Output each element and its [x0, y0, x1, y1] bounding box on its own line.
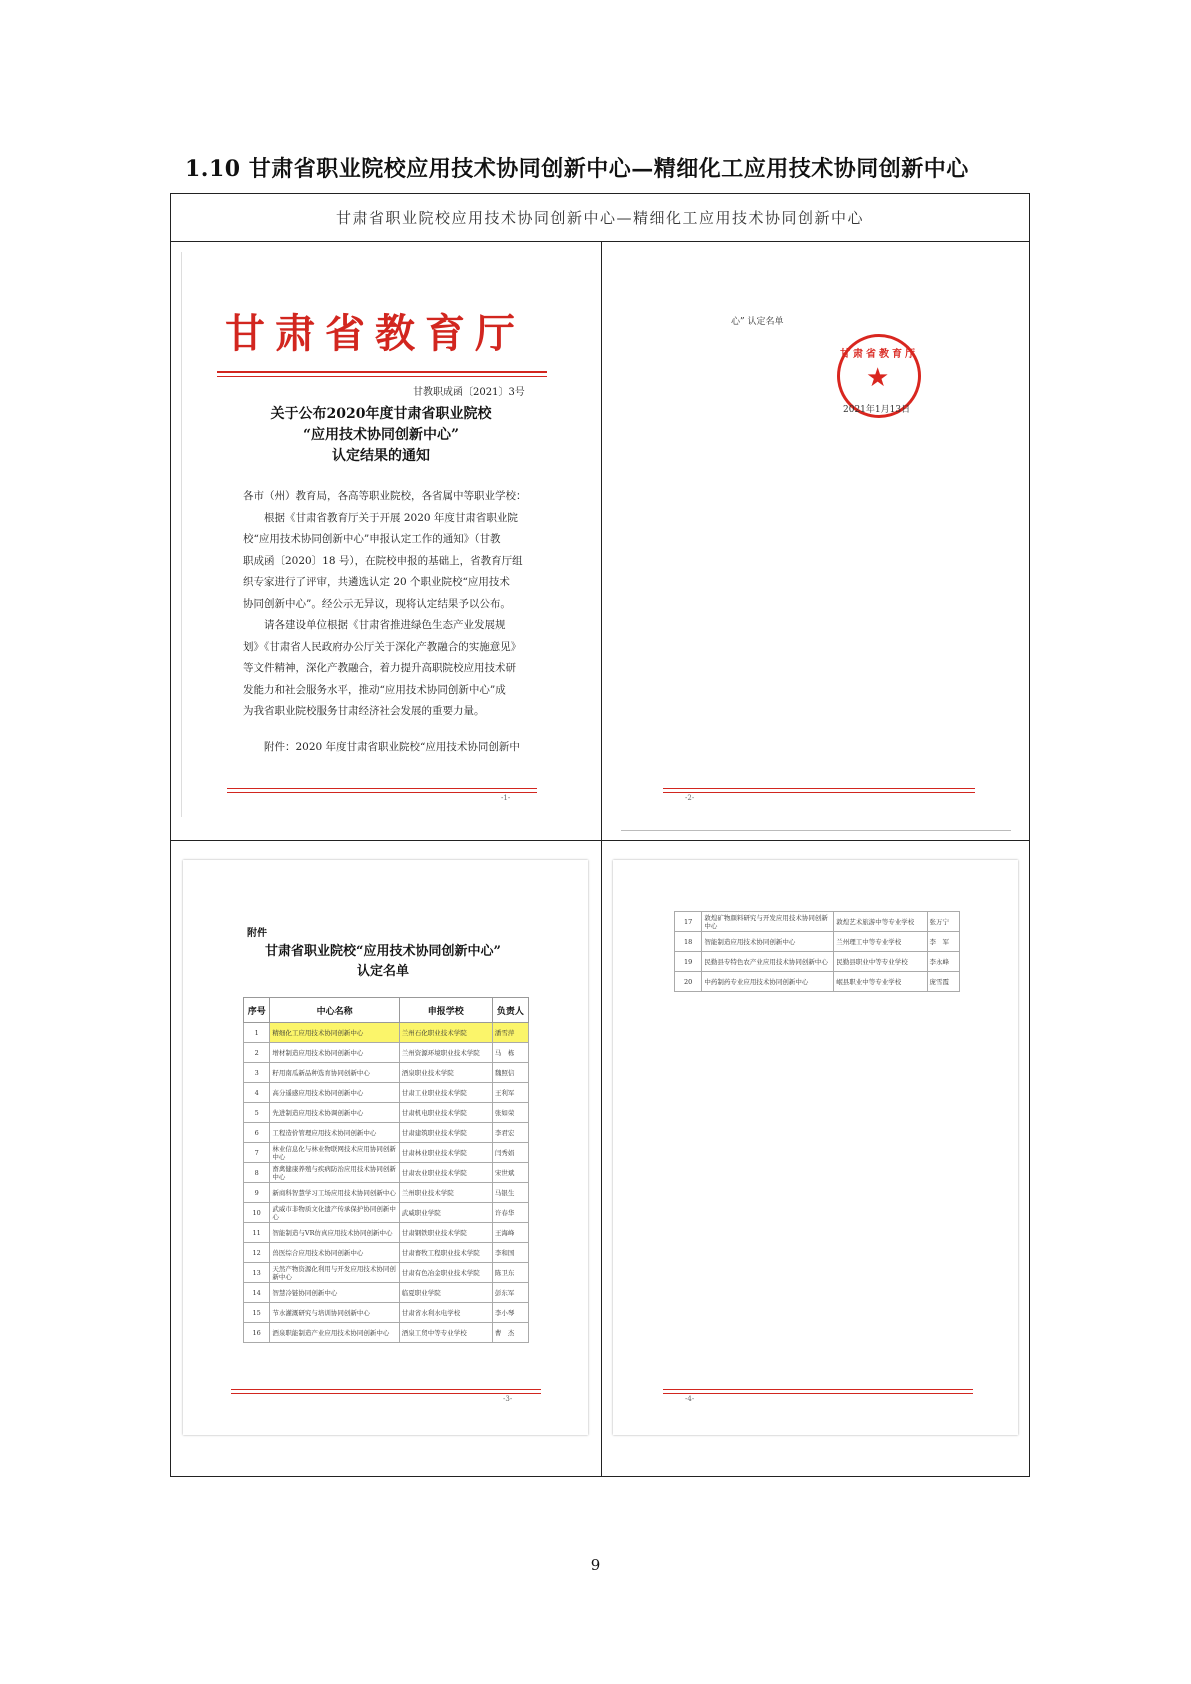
table-row	[244, 1263, 529, 1283]
table-row	[675, 972, 960, 992]
table-row	[244, 1123, 529, 1143]
notice-title: 关于公布2020年度甘肃省职业院校 “应用技术协同创新中心” 认定结果的通知	[270, 406, 492, 464]
center-name: 籽用南瓜新品种选育协同创新中心	[270, 1063, 399, 1083]
page-label: -1-	[501, 794, 511, 802]
row-number: 17	[675, 912, 702, 932]
row-number: 11	[244, 1223, 270, 1243]
table-row	[244, 1323, 529, 1343]
center-name: 增材制造应用技术协同创新中心	[270, 1043, 399, 1063]
person-in-charge: 李永峰	[927, 952, 959, 972]
table-row	[244, 1303, 529, 1323]
section-heading: 1.10 甘肃省职业院校应用技术协同创新中心—精细化工应用技术协同创新中心	[185, 156, 969, 182]
school-name: 甘肃省水利水电学校	[399, 1303, 492, 1323]
person-in-charge: 张如荣	[492, 1103, 528, 1123]
center-name: 林业信息化与林业物联网技术应用协同创新中心	[270, 1143, 399, 1163]
row-number: 10	[244, 1203, 270, 1223]
footer-rule	[663, 788, 975, 789]
person-in-charge: 曹 杰	[492, 1323, 528, 1343]
row-number: 12	[244, 1243, 270, 1263]
school-name: 甘肃钢铁职业技术学院	[399, 1223, 492, 1243]
page-thumbnail-3	[183, 860, 588, 1435]
grid-divider-horizontal	[171, 840, 1029, 841]
page-label: -2-	[685, 794, 695, 802]
row-number: 3	[244, 1063, 270, 1083]
letterhead: 甘肃省教育厅	[225, 310, 525, 357]
table-row	[244, 1183, 529, 1203]
center-name: 先进制造应用技术协调创新中心	[270, 1103, 399, 1123]
column-header: 负责人	[492, 998, 528, 1023]
table-header-row	[244, 998, 529, 1023]
table-row	[244, 1083, 529, 1103]
center-name: 新商科智慧学习工场应用技术协同创新中心	[270, 1183, 399, 1203]
center-name: 智能制造应用技术协同创新中心	[702, 932, 834, 952]
row-number: 9	[244, 1183, 270, 1203]
school-name: 临夏职业学院	[399, 1283, 492, 1303]
column-header: 序号	[244, 998, 270, 1023]
row-number: 4	[244, 1083, 270, 1103]
school-name: 武威职业学院	[399, 1203, 492, 1223]
seal-text: 甘肃省教育厅	[840, 349, 918, 360]
school-name: 酒泉职业技术学院	[399, 1063, 492, 1083]
person-in-charge: 李君宏	[492, 1123, 528, 1143]
star-icon: ★	[866, 363, 890, 393]
school-name: 兰州石化职业技术学院	[399, 1023, 492, 1043]
school-name: 甘肃建筑职业技术学院	[399, 1123, 492, 1143]
page-thumbnail-1	[181, 252, 581, 822]
person-in-charge: 彭东军	[492, 1283, 528, 1303]
person-in-charge: 陈卫东	[492, 1263, 528, 1283]
school-name: 敦煌艺术旅游中等专业学校	[834, 912, 927, 932]
letterhead-rule-thin	[217, 376, 547, 377]
person-in-charge: 马 栋	[492, 1043, 528, 1063]
school-name: 甘肃工业职业技术学院	[399, 1083, 492, 1103]
table-row	[675, 952, 960, 972]
row-number: 8	[244, 1163, 270, 1183]
row-number: 6	[244, 1123, 270, 1143]
page-number: 9	[590, 1556, 601, 1574]
table-row	[244, 1043, 529, 1063]
attachment-label: 附件	[247, 928, 267, 939]
person-in-charge: 宋世斌	[492, 1163, 528, 1183]
school-name: 兰州资源环境职业技术学院	[399, 1043, 492, 1063]
person-in-charge: 闫秀娟	[492, 1143, 528, 1163]
row-number: 14	[244, 1283, 270, 1303]
center-name: 敦煌矿物颜料研究与开发应用技术协同创新中心	[702, 912, 834, 932]
page-thumbnail-4	[613, 860, 1018, 1435]
center-name: 精细化工应用技术协同创新中心	[270, 1023, 399, 1043]
center-name: 高分遥感应用技术协同创新中心	[270, 1083, 399, 1103]
center-name: 兽医综合应用技术协同创新中心	[270, 1243, 399, 1263]
person-in-charge: 潘雪萍	[492, 1023, 528, 1043]
issue-date: 2021年1月13日	[843, 405, 911, 415]
row-number: 19	[675, 952, 702, 972]
roster-table	[243, 997, 529, 1343]
table-row	[244, 1223, 529, 1243]
person-in-charge: 马银生	[492, 1183, 528, 1203]
school-name: 兰州理工中等专业学校	[834, 932, 927, 952]
center-name: 中药制药专业应用技术协同创新中心	[702, 972, 834, 992]
person-in-charge: 王海峰	[492, 1223, 528, 1243]
center-name: 智能制造与VR仿真应用技术协同创新中心	[270, 1223, 399, 1243]
center-name: 天然产物资源化利用与开发应用技术协同创新中心	[270, 1263, 399, 1283]
row-number: 15	[244, 1303, 270, 1323]
center-name: 智慧冷链协同创新中心	[270, 1283, 399, 1303]
school-name: 甘肃有色冶金职业技术学院	[399, 1263, 492, 1283]
center-name: 酒泉职能制造产业应用技术协同创新中心	[270, 1323, 399, 1343]
row-number: 2	[244, 1043, 270, 1063]
school-name: 兰州职业技术学院	[399, 1183, 492, 1203]
person-in-charge: 王利军	[492, 1083, 528, 1103]
page-label: -3-	[503, 1395, 513, 1403]
table-row	[244, 1283, 529, 1303]
table-row	[244, 1103, 529, 1123]
row-number: 1	[244, 1023, 270, 1043]
roster-title: 甘肃省职业院校“应用技术协同创新中心” 认定名单	[265, 944, 501, 979]
row-number: 5	[244, 1103, 270, 1123]
table-row	[675, 912, 960, 932]
column-header: 中心名称	[270, 998, 399, 1023]
row-number: 7	[244, 1143, 270, 1163]
table-row	[244, 1023, 529, 1043]
school-name: 甘肃机电职业技术学院	[399, 1103, 492, 1123]
center-name: 畜禽健康养殖与疾病防治应用技术协同创新中心	[270, 1163, 399, 1183]
school-name: 甘肃林业职业技术学院	[399, 1143, 492, 1163]
school-name: 甘肃农业职业技术学院	[399, 1163, 492, 1183]
table-row	[244, 1203, 529, 1223]
roster-table-continued	[674, 911, 960, 992]
page-thumbnail-2	[611, 252, 1021, 832]
table-row	[675, 932, 960, 952]
school-name: 岷县职业中等专业学校	[834, 972, 927, 992]
person-in-charge: 张万宁	[927, 912, 959, 932]
center-name: 武威市非物质文化遗产传承保护协同创新中心	[270, 1203, 399, 1223]
table-row	[244, 1063, 529, 1083]
letterhead-rule	[217, 371, 547, 373]
table-row	[244, 1163, 529, 1183]
table-row	[244, 1243, 529, 1263]
person-in-charge: 许春华	[492, 1203, 528, 1223]
list-title-continuation: 心” 认定名单	[731, 317, 784, 327]
roster-table-container	[243, 997, 529, 1343]
footer-rule-2	[663, 1393, 973, 1394]
school-name: 酒泉工贸中等专业学校	[399, 1323, 492, 1343]
school-name: 甘肃畜牧工程职业技术学院	[399, 1243, 492, 1263]
row-number: 16	[244, 1323, 270, 1343]
footer-rule	[663, 1389, 973, 1390]
row-number: 18	[675, 932, 702, 952]
document-number: 甘教职成函〔2021〕3号	[413, 387, 525, 398]
footer-rule	[227, 788, 537, 789]
grid-divider-vertical	[601, 241, 602, 1477]
column-header: 申报学校	[399, 998, 492, 1023]
row-number: 20	[675, 972, 702, 992]
school-name: 民勤县职业中等专业学校	[834, 952, 927, 972]
center-name: 工程造价管理应用技术协同创新中心	[270, 1123, 399, 1143]
center-name: 民勤县专特色农产业应用技术协同创新中心	[702, 952, 834, 972]
footer-rule-2	[231, 1393, 541, 1394]
person-in-charge: 李 军	[927, 932, 959, 952]
person-in-charge: 李小琴	[492, 1303, 528, 1323]
person-in-charge: 魏照信	[492, 1063, 528, 1083]
page-edge	[621, 830, 1011, 831]
page-label: -4-	[685, 1395, 695, 1403]
notice-body: 各市（州）教育局，各高等职业院校，各省属中等职业学校： 根据《甘肃省教育厅关于开展 2020 年度甘肃省职业院 校“应用技术协同创新中心”申报认定工作的通知》（甘教 职成函〔2020〕18 号），在院校申报的基础上，省教育厅组 织专家进行了评审，共遴选认定 20 个职业院校“应用技术 协同创新中心”。经公示无异议，现将认定结果予以公布。 请各建设单位根据《甘肃省推进绿色生态产业发展规 划》《甘肃省人民政府办公厅关于深化产教融合的实施意见》 等文件精神，深化产教融合，着力提升高职院校应用技术研 发能力和社会服务水平，推动“应用技术协同创新中心”成 为我省职业院校服务甘肃经济社会发展的重要力量。 附件：2020 年度甘肃省职业院校“应用技术协同创新中	[243, 490, 527, 753]
row-number: 13	[244, 1263, 270, 1283]
roster-table-continuation-container	[674, 911, 960, 992]
footer-rule-2	[227, 792, 537, 793]
figure-caption: 甘肃省职业院校应用技术协同创新中心—精细化工应用技术协同创新中心	[171, 194, 1029, 242]
figure-frame	[170, 193, 1030, 1477]
table-row	[244, 1143, 529, 1163]
footer-rule	[231, 1389, 541, 1390]
person-in-charge: 庞雪霞	[927, 972, 959, 992]
footer-rule-2	[663, 792, 975, 793]
center-name: 节水灌溉研究与培训协同创新中心	[270, 1303, 399, 1323]
person-in-charge: 李和国	[492, 1243, 528, 1263]
